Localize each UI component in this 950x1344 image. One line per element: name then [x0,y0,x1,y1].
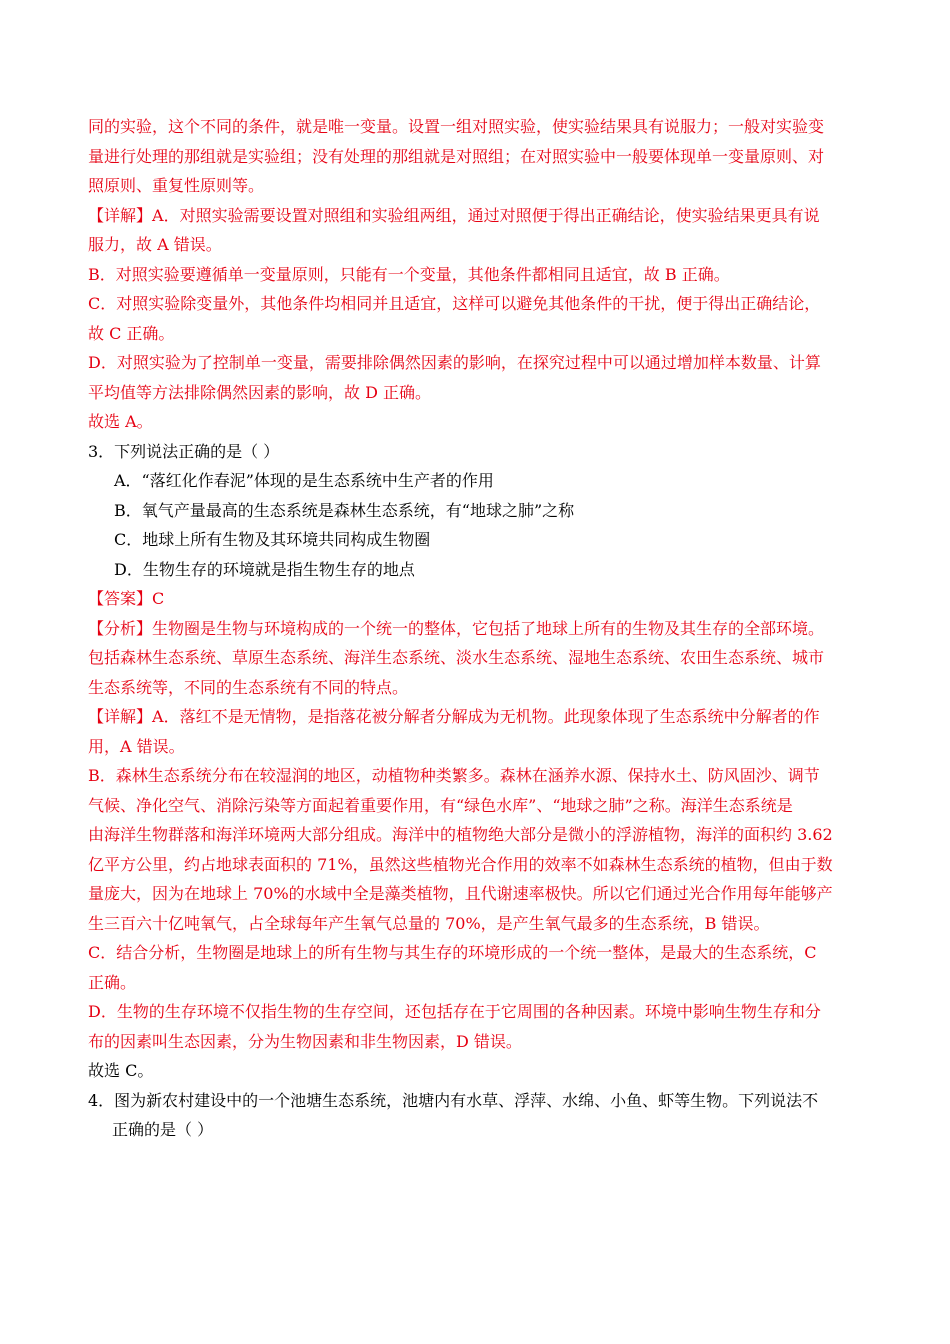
analysis-line [88,614,860,644]
detail-line: D．对照实验为了控制单一变量，需要排除偶然因素的影响，在探究过程中可以通过增加样本数量、计算 [88,353,821,372]
analysis-text-line: 包括森林生态系统、草原生态系统、海洋生态系统、淡水生态系统、湿地生态系统、农田生态系统、城市 [88,648,825,667]
detail-line: 平均值等方法排除偶然因素的影响，故 D 正确。 [88,382,432,402]
detail-line: 故 C 正确。 [88,323,175,343]
detail-line: 亿平方公里，约占地球表面积的 71%，虽然这些植物光合作用的效率不如森林生态系统的植物，但由于数 [88,854,833,874]
analysis-text-line: 照原则、重复性原则等。 [88,176,265,195]
detail-line: 由海洋生物群落和海洋环境两大部分组成。海洋中的植物绝大部分是微小的浮游植物，海洋的面积约 3.62 [88,825,833,844]
option-d: D．生物生存的环境就是指生物生存的地点 [114,559,415,579]
detail-line: 量庞大，因为在地球上 70%的水域中全是藻类植物，且代谢速率极快。所以它们通过光合作用每年能够产 [88,884,833,903]
question-stem: 4．图为新农村建设中的一个池塘生态系统，池塘内有水草、浮萍、水绵、小鱼、虾等生物。下列说法不 [88,1090,819,1110]
question-stem-cont: 正确的是（ ） [112,1120,214,1139]
analysis-text-line: 量进行处理的那组就是实验组；没有处理的那组就是对照组；在对照实验中一般要体现单一变量原则、对 [88,146,825,166]
answer-line [88,584,860,614]
analysis-text-line: 生态系统等，不同的生态系统有不同的特点。 [88,677,409,697]
analysis-tag: 【分析】 [88,618,153,638]
analysis-text: 生物圈是生物与环境构成的一个统一的整体，它包括了地球上所有的生物及其生存的全部环境。 [152,618,825,638]
detail-line: B．森林生态系统分布在较湿润的地区，动植物种类繁多。森林在涵养水源、保持水土、防风固沙、调节 [88,766,820,785]
option-a: A．“落红化作春泥”体现的是生态系统中生产者的作用 [114,471,494,490]
detail-line: 气候、净化空气、消除污染等方面起着重要作用，有“绿色水库”、“地球之肺”之称。海洋生态系统是 [88,795,793,815]
answer-tag: 【答案】 [88,589,153,608]
conclusion-line: 故选 A。 [88,412,153,431]
detail-text: A．落红不是无情物，是指落花被分解者分解成为无机物。此现象体现了生态系统中分解者的作 [152,707,820,726]
detail-line: 布的因素叫生态因素，分为生物因素和非生物因素，D 错误。 [88,1031,522,1051]
conclusion-line: 故选 C。 [88,1061,154,1080]
question-stem: 3．下列说法正确的是（ ） [88,441,280,461]
document-page [88,112,860,1145]
detail-line: D．生物的生存环境不仅指生物的生存空间，还包括存在于它周围的各种因素。环境中影响生物生存和分 [88,1002,821,1021]
option-c: C．地球上所有生物及其环境共同构成生物圈 [114,530,431,549]
detail-line: C．结合分析，生物圈是地球上的所有生物与其生存的环境形成的一个统一整体，是最大的生态系统，C [88,943,817,962]
detail-tag: 【详解】 [88,205,153,225]
detail-line [88,702,860,732]
detail-line: 生三百六十亿吨氧气，占全球每年产生氧气总量的 70%，是产生氧气最多的生态系统，B 错误。 [88,913,770,933]
detail-line: 正确。 [88,972,137,992]
detail-line: C．对照实验除变量外，其他条件均相同并且适宜，这样可以避免其他条件的干扰，便于得出正确结论， [88,294,821,313]
detail-text: A．对照实验需要设置对照组和实验组两组，通过对照便于得出正确结论，使实验结果更具有说 [152,205,820,225]
detail-line: B．对照实验要遵循单一变量原则，只能有一个变量，其他条件都相同且适宜，故 B 正确。 [88,264,730,284]
analysis-text-line: 同的实验，这个不同的条件，就是唯一变量。设置一组对照实验，使实验结果具有说服力；一般对实验变 [88,117,825,136]
answer-value: C [152,589,165,608]
option-b: B．氧气产量最高的生态系统是森林生态系统，有“地球之肺”之称 [114,500,575,520]
detail-line: 用，A 错误。 [88,736,185,756]
detail-tag: 【详解】 [88,707,153,726]
detail-line [88,201,860,231]
detail-line: 服力，故 A 错误。 [88,235,222,254]
